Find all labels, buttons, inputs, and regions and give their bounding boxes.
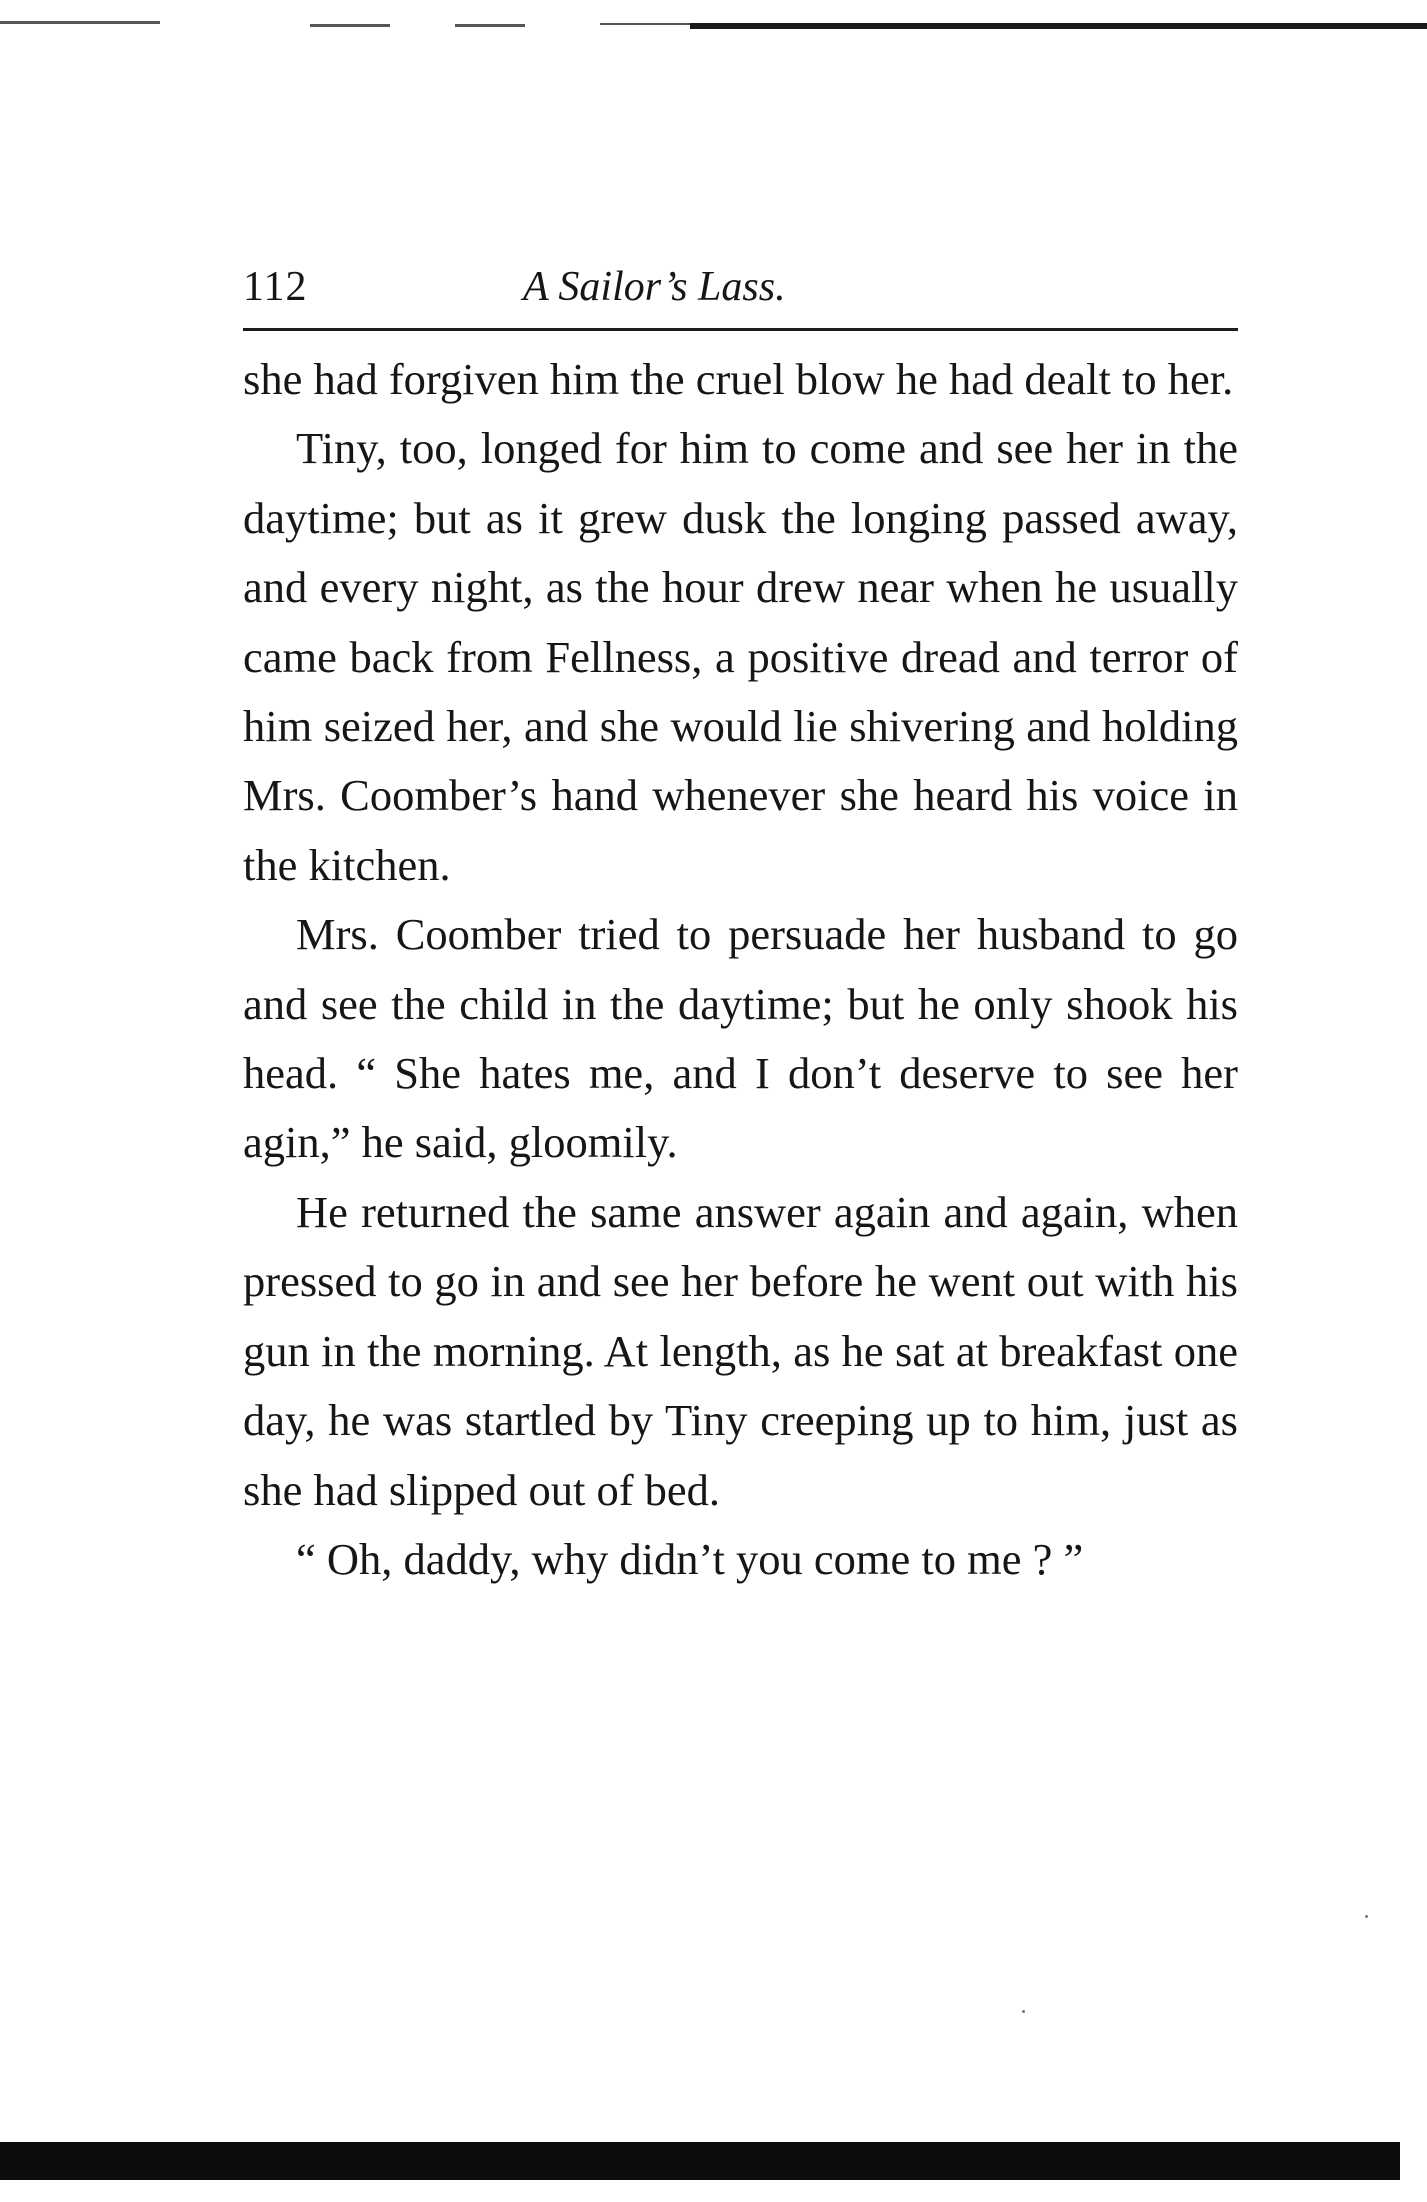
running-title: A Sailor’s Lass. xyxy=(523,264,786,310)
scan-speck xyxy=(1365,1915,1368,1918)
page-number: 112 xyxy=(243,264,308,310)
paragraph: Tiny, too, longed for him to come and see her in the daytime; but as it grew dusk the longing passed away, and every night, as the hour drew near when he usually came back from Fellness, a positive dread and terror of him seized her, and she would lie shivering and holding Mrs. Coomber’s hand whenever she heard his voice in the kitchen. xyxy=(243,423,1238,890)
running-head xyxy=(243,255,1238,319)
paragraph: she had forgiven him the cruel blow he had dealt to her. xyxy=(243,354,1234,404)
scan-mark xyxy=(310,24,390,27)
body-text xyxy=(243,345,1238,1594)
scan-mark xyxy=(455,24,525,27)
paragraph: “ Oh, daddy, why didn’t you come to me ? ” xyxy=(296,1533,1084,1584)
scan-speck xyxy=(1022,2010,1025,2013)
page-bottom-edge xyxy=(0,2142,1400,2180)
paragraph: He returned the same answer again and again, when pressed to go in and see her before he went out with his gun in the morning. At length, as he sat at breakfast one day, he was startled by Tiny creeping up to him, just as she had slipped out of bed. xyxy=(243,1186,1238,1515)
header-rule xyxy=(243,328,1238,331)
scan-mark xyxy=(0,21,160,24)
page-top-edge xyxy=(0,20,1427,34)
top-rule xyxy=(690,23,1427,29)
paragraph: Mrs. Coomber tried to persuade her husband to go and see the child in the daytime; but he only shook his head. “ She hates me, and I don’t deserve to see her agin,” he said, gloomily. xyxy=(243,909,1238,1168)
